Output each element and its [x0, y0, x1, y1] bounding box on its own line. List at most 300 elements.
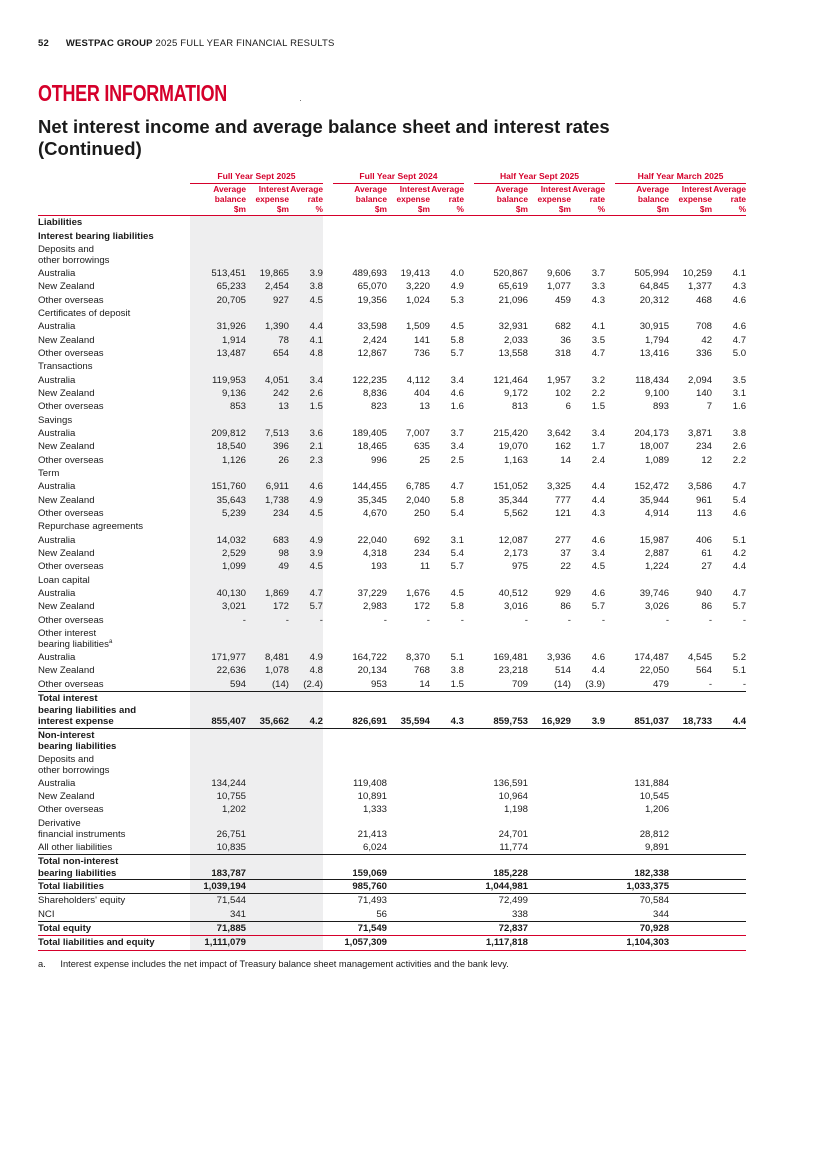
row-label-text: Australia [38, 777, 76, 789]
table-cell [387, 817, 430, 841]
column-gap [464, 547, 474, 560]
table-cell: 113 [696, 507, 713, 519]
table-cell: 3,586 [688, 481, 713, 493]
column-gap [605, 230, 615, 243]
table-cell [669, 360, 712, 373]
table-cell [571, 922, 605, 936]
table-cell [246, 467, 289, 480]
table-cell: 3.4 [450, 441, 464, 453]
table-cell [615, 728, 669, 753]
table-cell: 242 [246, 387, 289, 400]
table-row [38, 534, 746, 547]
table-cell: 3,026 [645, 601, 670, 613]
table-cell: - [426, 614, 430, 626]
table-cell: 277 [554, 534, 571, 546]
table-cell: 1,377 [688, 281, 713, 293]
table-cell [528, 922, 571, 936]
column-gap [605, 894, 615, 908]
table-cell [190, 216, 246, 230]
column-header: balance [496, 193, 528, 204]
table-cell: 136,591 [493, 777, 528, 789]
table-cell: 3,220 [405, 281, 430, 293]
column-gap [605, 547, 615, 560]
table-cell [669, 230, 712, 243]
table-cell: 851,037 [615, 691, 669, 728]
table-cell [571, 216, 605, 230]
table-cell: 6 [565, 401, 571, 413]
column-gap [464, 600, 474, 613]
table-cell: - [708, 614, 713, 626]
table-cell [528, 467, 571, 480]
table-cell [712, 520, 746, 533]
table-cell: 35,643 [190, 494, 246, 507]
row-label-text: bearing liabilities [38, 741, 117, 753]
column-gap [605, 664, 615, 677]
table-cell: 209,812 [190, 427, 246, 440]
table-cell [474, 574, 528, 587]
table-row [38, 664, 746, 677]
column-gap [323, 753, 333, 777]
row-label [38, 334, 190, 347]
table-cell: 18,007 [639, 441, 670, 453]
table-cell [430, 777, 464, 790]
column-gap [464, 922, 474, 936]
table-cell [669, 841, 712, 855]
table-cell: 5.8 [450, 494, 464, 506]
table-cell [528, 936, 571, 950]
table-cell [528, 894, 571, 908]
table-cell: 234 [696, 441, 713, 453]
table-cell: 338 [511, 908, 528, 920]
table-cell [615, 627, 669, 651]
column-gap [323, 678, 333, 692]
table-cell [333, 728, 387, 753]
column-gap [605, 678, 615, 692]
row-label-text: Other overseas [38, 347, 104, 359]
table-cell: 204,173 [634, 427, 670, 439]
table-cell [190, 728, 246, 753]
table-row [38, 600, 746, 613]
total-row [38, 230, 746, 243]
column-gap [605, 936, 615, 950]
table-cell: (2.4) [289, 678, 323, 692]
table-cell [712, 922, 746, 936]
column-gap [464, 651, 474, 664]
table-cell: 3.9 [571, 691, 605, 728]
table-cell: 4,670 [362, 507, 387, 519]
table-cell [289, 627, 323, 651]
table-cell [669, 243, 712, 267]
table-cell [387, 753, 430, 777]
table-cell [669, 753, 712, 777]
table-row [38, 294, 746, 307]
column-gap [464, 753, 474, 777]
table-cell: 134,244 [190, 777, 246, 790]
table-cell: 172 [413, 601, 430, 613]
table-cell: 20,134 [357, 665, 387, 677]
table-cell [289, 307, 323, 320]
column-gap [605, 347, 615, 360]
table-cell [571, 728, 605, 753]
table-cell [528, 360, 571, 373]
table-cell: 4.9 [450, 281, 464, 293]
table-cell: 318 [554, 347, 571, 359]
table-cell: 1.5 [591, 401, 606, 413]
table-row [38, 560, 746, 573]
table-cell [615, 467, 669, 480]
table-cell [528, 777, 571, 790]
column-header: balance [637, 193, 670, 204]
table-cell [615, 307, 669, 320]
table-cell [246, 216, 289, 230]
table-cell [615, 230, 669, 243]
table-cell: 64,845 [639, 281, 670, 293]
column-gap [605, 614, 615, 627]
row-label [38, 360, 190, 373]
table-cell: (14) [246, 678, 289, 692]
table-cell: 35,662 [246, 691, 289, 728]
column-gap [323, 347, 333, 360]
header-gap [605, 170, 615, 184]
table-cell [289, 414, 323, 427]
table-cell: 27 [701, 561, 713, 573]
row-label-text: Other overseas [38, 561, 104, 573]
table-cell [669, 414, 712, 427]
column-gap [323, 627, 333, 651]
table-cell: 21,413 [357, 829, 387, 841]
table-row [38, 574, 746, 587]
table-cell: 1,333 [362, 804, 387, 816]
table-cell [387, 243, 430, 267]
table-cell [615, 243, 669, 267]
table-cell [571, 520, 605, 533]
table-cell: 152,472 [634, 481, 670, 493]
column-gap [323, 494, 333, 507]
table-cell: 5.3 [450, 294, 464, 306]
row-label-text: bearing liabilities and [38, 704, 137, 716]
table-cell [387, 790, 430, 803]
table-cell: 4.2 [732, 547, 747, 559]
table-cell: 513,451 [190, 267, 246, 280]
table-cell [387, 230, 430, 243]
table-cell: 4.9 [289, 534, 323, 547]
row-label-text: other borrowings [38, 765, 110, 777]
table-cell: 78 [246, 334, 289, 347]
row-label [38, 387, 190, 400]
table-cell: 961 [696, 494, 713, 506]
row-label [38, 440, 190, 453]
row-label-text: Australia [38, 321, 76, 333]
table-cell: 118,434 [635, 374, 670, 386]
table-cell: 119,408 [353, 777, 387, 789]
table-cell: 32,931 [498, 321, 528, 333]
table-cell: 940 [696, 587, 713, 599]
column-gap [464, 307, 474, 320]
table-cell: 2,887 [645, 547, 670, 559]
divider [300, 100, 301, 101]
table-cell [190, 467, 246, 480]
table-cell: 171,977 [190, 651, 246, 664]
table-cell: 489,693 [352, 267, 387, 279]
table-cell [430, 803, 464, 816]
table-cell: 341 [190, 908, 246, 922]
table-cell [712, 243, 746, 267]
table-cell [528, 817, 571, 841]
table-cell [387, 520, 430, 533]
table-cell [387, 627, 430, 651]
row-label [38, 427, 190, 440]
table-cell: 35,594 [387, 691, 430, 728]
column-gap [464, 627, 474, 651]
table-cell: 141 [413, 334, 430, 346]
table-cell: 6,024 [362, 841, 387, 853]
table-cell [712, 803, 746, 816]
row-label [38, 587, 190, 600]
table-cell [387, 467, 430, 480]
row-label [38, 480, 190, 493]
header-gap [323, 204, 333, 216]
table-cell: 1,509 [405, 321, 430, 333]
table-cell [712, 467, 746, 480]
table-cell [387, 777, 430, 790]
table-cell [333, 627, 387, 651]
column-gap [605, 855, 615, 880]
table-cell: 5.1 [732, 534, 747, 546]
table-cell [387, 307, 430, 320]
column-gap [464, 534, 474, 547]
table-cell [615, 574, 669, 587]
table-cell: 4.0 [450, 267, 464, 279]
row-label-text: Australia [38, 587, 76, 599]
table-cell [246, 520, 289, 533]
table-cell: 1,126 [190, 454, 246, 467]
table-cell: 3.9 [289, 267, 323, 280]
table-cell: 22,040 [357, 534, 387, 546]
row-label-text: Total non-interest [38, 856, 119, 868]
row-label-text: Shareholders' equity [38, 895, 126, 907]
column-header: Average [431, 183, 464, 194]
table-cell: 1.6 [732, 401, 747, 413]
total-row [38, 728, 746, 753]
column-gap [323, 520, 333, 533]
table-row [38, 803, 746, 816]
header-gap [605, 204, 615, 216]
table-cell: 635 [413, 441, 430, 453]
table-cell [712, 777, 746, 790]
row-label-text: Interest bearing liabilities [38, 230, 154, 242]
column-gap [605, 841, 615, 855]
table-cell [430, 627, 464, 651]
table-row [38, 267, 746, 280]
total-row [38, 922, 746, 936]
column-gap [323, 360, 333, 373]
table-cell: 3.5 [732, 374, 747, 386]
unit-label: % [571, 204, 605, 216]
table-cell: 10,891 [357, 791, 387, 803]
table-cell: 172 [246, 600, 289, 613]
table-cell [712, 790, 746, 803]
table-cell: 33,598 [357, 321, 387, 333]
table-cell: 3.4 [591, 547, 606, 559]
table-cell: 164,722 [352, 651, 387, 663]
column-gap [605, 777, 615, 790]
unit-label: $m [615, 204, 669, 216]
table-cell: - [742, 678, 747, 690]
table-cell [246, 817, 289, 841]
table-cell: 709 [511, 678, 528, 690]
column-gap [605, 627, 615, 651]
table-cell: 65,233 [190, 280, 246, 293]
table-cell: 4.7 [289, 587, 323, 600]
table-cell: 4.3 [591, 294, 606, 306]
row-label [38, 894, 190, 908]
table-cell: 5.7 [591, 601, 606, 613]
column-gap [323, 427, 333, 440]
column-gap [464, 728, 474, 753]
table-cell [387, 908, 430, 922]
column-gap [464, 243, 474, 267]
table-row [38, 817, 746, 841]
table-cell [387, 414, 430, 427]
table-row [38, 614, 746, 627]
table-cell: - [246, 614, 289, 627]
row-label [38, 454, 190, 467]
table-cell: 2,424 [362, 334, 387, 346]
row-label [38, 294, 190, 307]
table-cell: 564 [696, 665, 713, 677]
row-label [38, 267, 190, 280]
column-gap [605, 280, 615, 293]
table-cell: 26 [246, 454, 289, 467]
table-cell: 396 [246, 440, 289, 453]
table-cell: 18,733 [669, 691, 712, 728]
column-gap [464, 817, 474, 841]
table-cell [528, 216, 571, 230]
table-cell: 5.1 [732, 665, 747, 677]
table-cell: 2,094 [688, 374, 713, 386]
table-cell [387, 922, 430, 936]
table-cell: 1,676 [405, 587, 430, 599]
table-cell: 8,836 [362, 387, 387, 399]
table-cell [387, 936, 430, 950]
table-cell [615, 414, 669, 427]
row-label-text: Other overseas [38, 614, 104, 626]
row-label-text: Total liabilities and equity [38, 937, 155, 949]
table-cell: 37 [560, 547, 571, 559]
table-cell: 1,078 [246, 664, 289, 677]
table-cell: 2,454 [246, 280, 289, 293]
column-gap [605, 560, 615, 573]
table-cell: 1.7 [591, 441, 606, 453]
table-cell [246, 728, 289, 753]
column-gap [323, 267, 333, 280]
row-label [38, 817, 190, 841]
column-header: rate [448, 193, 464, 204]
table-cell: 5.8 [450, 334, 464, 346]
table-cell: 594 [190, 678, 246, 692]
table-cell: 4.6 [591, 534, 606, 546]
table-cell: 1,077 [546, 281, 571, 293]
row-label [38, 728, 190, 753]
column-header: balance [355, 193, 387, 204]
table-cell [712, 880, 746, 894]
row-label-text: Derivative [38, 817, 81, 829]
table-cell: 1,111,079 [190, 936, 246, 950]
column-gap [323, 216, 333, 230]
table-cell [333, 243, 387, 267]
table-cell: 520,867 [493, 267, 528, 279]
table-cell: - [665, 614, 670, 626]
table-cell [669, 216, 712, 230]
column-gap [605, 454, 615, 467]
row-label [38, 664, 190, 677]
table-cell: 2.3 [289, 454, 323, 467]
table-cell [712, 817, 746, 841]
table-cell: 35,944 [639, 494, 670, 506]
row-label-text: NCI [38, 908, 55, 920]
table-cell: 3.3 [591, 281, 606, 293]
row-label-text: interest expense [38, 716, 114, 728]
unit-label: $m [333, 204, 387, 216]
row-label-text: Australia [38, 267, 76, 279]
table-cell [430, 908, 464, 922]
table-cell [333, 467, 387, 480]
table-cell: 4,914 [645, 507, 670, 519]
table-cell: 26,751 [190, 817, 246, 841]
table-cell: 24,701 [498, 829, 528, 841]
table-row [38, 908, 746, 922]
table-row [38, 480, 746, 493]
table-cell: 404 [413, 387, 430, 399]
table-cell [246, 855, 289, 880]
table-cell: 459 [554, 294, 571, 306]
column-gap [323, 480, 333, 493]
table-cell [571, 817, 605, 841]
table-cell [190, 243, 246, 267]
table-row [38, 414, 746, 427]
table-cell: 1.5 [289, 400, 323, 413]
column-gap [323, 841, 333, 855]
total-row [38, 216, 746, 230]
table-cell: 7,513 [246, 427, 289, 440]
column-gap [464, 467, 474, 480]
table-cell: 4,051 [246, 374, 289, 387]
table-cell: 182,338 [615, 855, 669, 880]
table-cell: 22 [560, 561, 571, 573]
table-cell: 19,413 [400, 267, 430, 279]
column-gap [323, 230, 333, 243]
table-cell [246, 922, 289, 936]
table-cell: 4.7 [591, 347, 606, 359]
table-cell: 1,198 [503, 804, 528, 816]
column-gap [464, 664, 474, 677]
table-cell [528, 728, 571, 753]
table-cell: (3.9) [585, 678, 606, 690]
table-cell [615, 753, 669, 777]
row-label-text: Non-interest [38, 729, 95, 741]
table-cell: - [460, 614, 464, 626]
table-cell [571, 753, 605, 777]
table-row [38, 347, 746, 360]
table-cell [712, 574, 746, 587]
table-cell: 3.8 [732, 427, 747, 439]
column-gap [323, 803, 333, 816]
table-cell [333, 414, 387, 427]
table-cell: 122,235 [352, 374, 387, 386]
table-cell: 1.5 [450, 678, 464, 690]
table-cell [430, 790, 464, 803]
table-cell: 3.5 [591, 334, 606, 346]
